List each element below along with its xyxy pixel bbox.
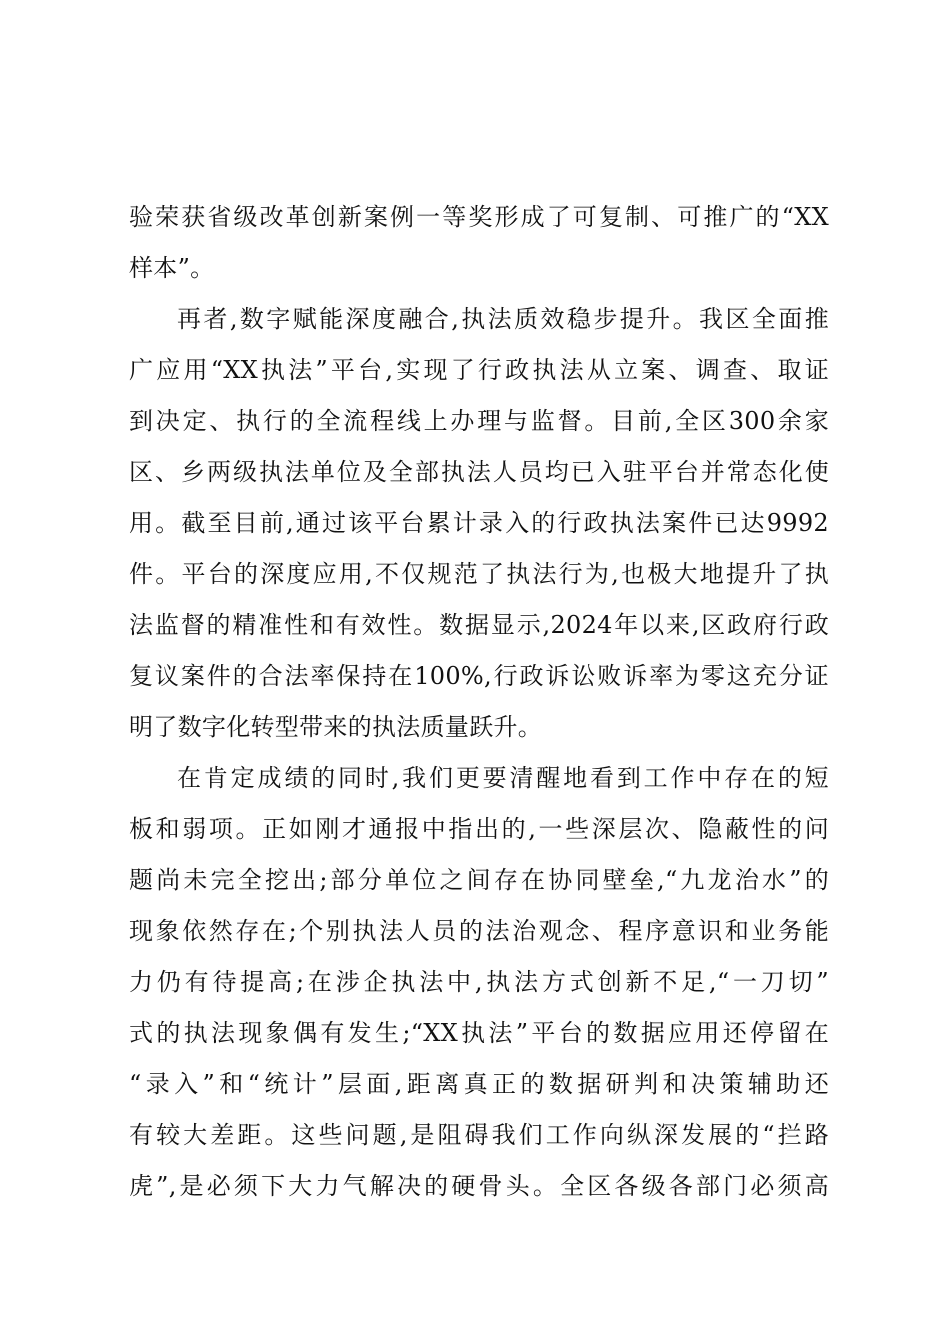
text-line: 板和弱项。正如刚才通报中指出的,一些深层次、隐蔽性的问 — [129, 815, 829, 843]
text-line: 现象依然存在;个别执法人员的法治观念、程序意识和业务能 — [129, 917, 829, 945]
text-line: 力仍有待提高;在涉企执法中,执法方式创新不足,“一刀切” — [129, 968, 829, 996]
text-line: 复议案件的合法率保持在100%,行政诉讼败诉率为零这充分证 — [129, 662, 829, 690]
text-line: 用。截至目前,通过该平台累计录入的行政执法案件已达9992 — [129, 509, 829, 537]
text-line: 验荣获省级改革创新案例一等奖形成了可复制、可推广的“XX — [129, 203, 829, 231]
paragraph-first-line: 在肯定成绩的同时,我们更要清醒地看到工作中存在的短 — [177, 764, 829, 792]
text-line: 件。平台的深度应用,不仅规范了执法行为,也极大地提升了执 — [129, 560, 829, 588]
text-line: 有较大差距。这些问题,是阻碍我们工作向纵深发展的“拦路 — [129, 1121, 829, 1149]
text-line: 式的执法现象偶有发生;“XX执法”平台的数据应用还停留在 — [129, 1019, 829, 1047]
text-line: “录入”和“统计”层面,距离真正的数据研判和决策辅助还 — [129, 1070, 829, 1098]
text-line: 题尚未完全挖出;部分单位之间存在协同壁垒,“九龙治水”的 — [129, 866, 829, 894]
text-line: 明了数字化转型带来的执法质量跃升。 — [129, 713, 543, 741]
text-line: 虎”,是必须下大力气解决的硬骨头。全区各级各部门必须高 — [129, 1172, 829, 1200]
text-line: 样本”。 — [129, 254, 215, 282]
paragraph-first-line: 再者,数字赋能深度融合,执法质效稳步提升。我区全面推 — [177, 305, 829, 333]
text-line: 广应用“XX执法”平台,实现了行政执法从立案、调查、取证 — [129, 356, 829, 384]
text-line: 到决定、执行的全流程线上办理与监督。目前,全区300余家 — [129, 407, 829, 435]
text-line: 法监督的精准性和有效性。数据显示,2024年以来,区政府行政 — [129, 611, 829, 639]
text-line: 区、乡两级执法单位及全部执法人员均已入驻平台并常态化使 — [129, 458, 829, 486]
